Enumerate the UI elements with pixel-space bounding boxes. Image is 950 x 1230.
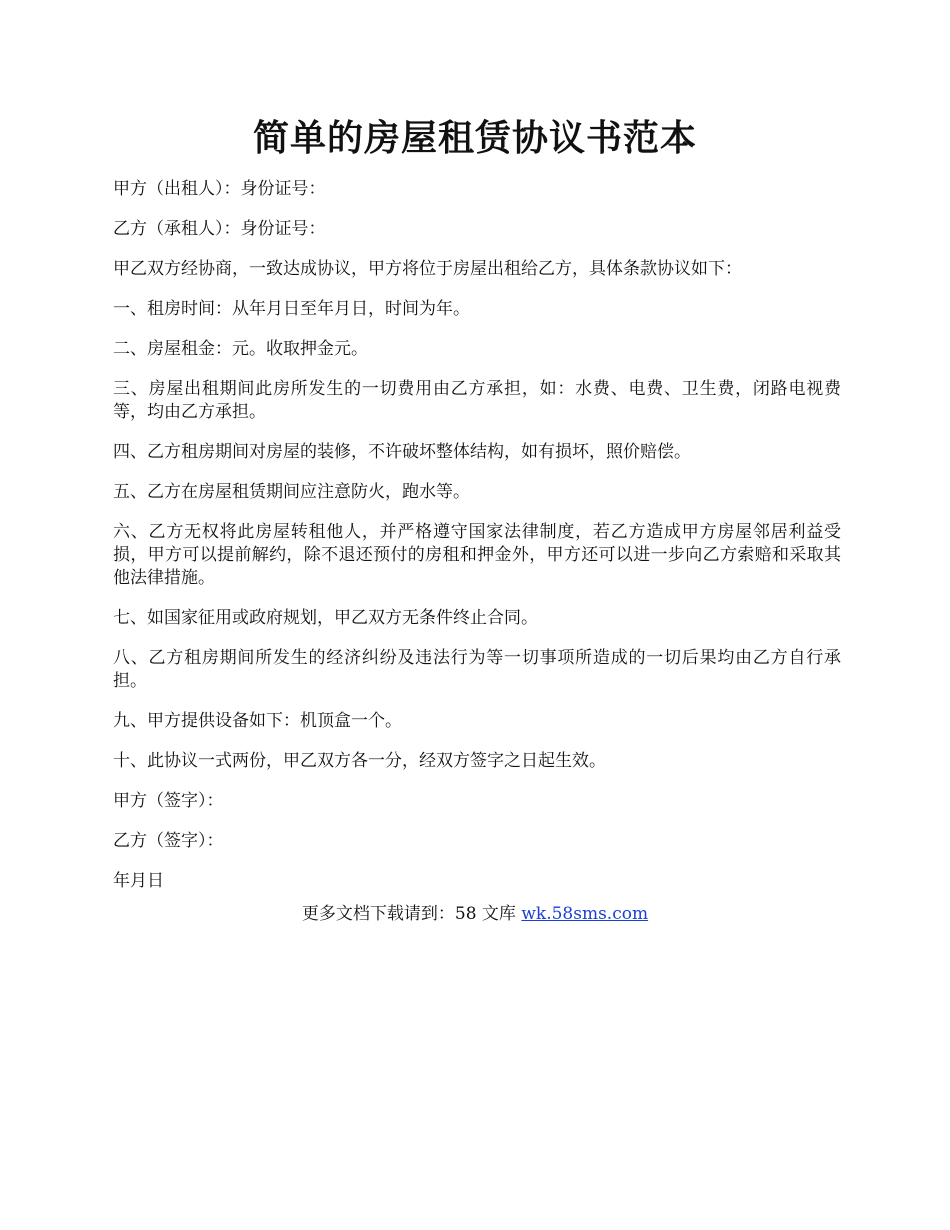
page-title: 简单的房屋租赁协议书范本	[252, 117, 697, 159]
clause-4: 四、乙方租房期间对房屋的装修，不许破坏整体结构，如有损坏，照价赔偿。	[113, 442, 691, 462]
clause-5: 五、乙方在房屋租赁期间应注意防火，跑水等。	[113, 482, 470, 502]
intro-paragraph: 甲乙双方经协商，一致达成协议，甲方将位于房屋出租给乙方，具体条款协议如下：	[113, 259, 742, 279]
party-b-signature-line: 乙方（签字）：	[113, 831, 224, 851]
document-body	[113, 178, 841, 910]
party-b-line: 乙方（承租人）：身份证号：	[113, 219, 326, 239]
clause-1: 一、租房时间：从年月日至年月日，时间为年。	[113, 299, 470, 319]
clause-2: 二、房屋租金：元。收取押金元。	[113, 339, 368, 359]
clause-6: 六、乙方无权将此房屋转租他人，并严格遵守国家法律制度，若乙方造成甲方房屋邻居利益受损，甲方可以提前解约，除不退还预付的房租和押金外，甲方还可以进一步向乙方索赔和采取其他法律措施。	[113, 522, 841, 588]
clause-7: 七、如国家征用或政府规划，甲乙双方无条件终止合同。	[113, 608, 538, 628]
footer	[0, 902, 950, 926]
footer-link[interactable]: wk.58sms.com	[521, 904, 649, 924]
clause-3: 三、房屋出租期间此房所发生的一切费用由乙方承担，如：水费、电费、卫生费，闭路电视费等，均由乙方承担。	[113, 379, 841, 422]
clause-9: 九、甲方提供设备如下：机顶盒一个。	[113, 711, 402, 731]
clause-8: 八、乙方租房期间所发生的经济纠纷及违法行为等一切事项所造成的一切后果均由乙方自行承担。	[113, 648, 841, 691]
footer-text: 更多文档下载请到：58 文库	[301, 904, 522, 924]
party-a-signature-line: 甲方（签字）：	[113, 791, 224, 811]
date-line: 年月日	[113, 871, 164, 891]
clause-10: 十、此协议一式两份，甲乙双方各一分，经双方签字之日起生效。	[113, 751, 606, 771]
party-a-line: 甲方（出租人）：身份证号：	[113, 179, 326, 199]
